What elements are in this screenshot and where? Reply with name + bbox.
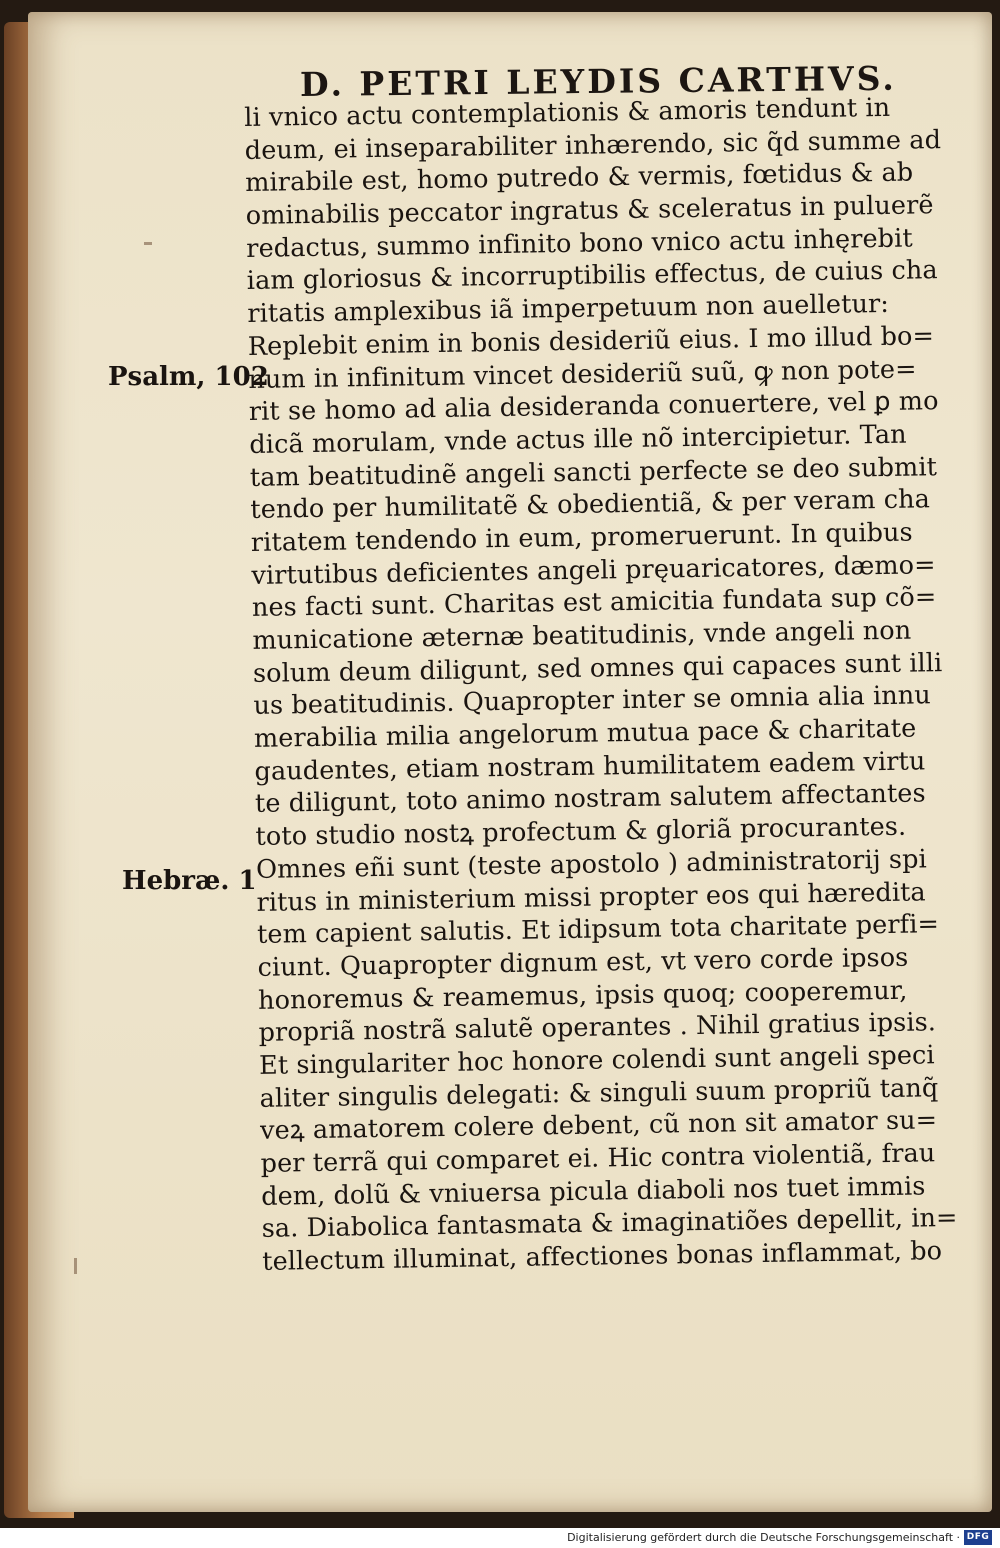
text-line: tellectum illuminat, affectiones bonas inflammat, bo bbox=[261, 1236, 943, 1277]
text-line: redactus, summo infinito bono vnico actu inhęrebit bbox=[246, 223, 913, 264]
text-line: ominabilis peccator ingratus & sceleratus in puluerẽ bbox=[245, 190, 934, 232]
text-line: municatione æternæ beatitudinis, vnde angeli non bbox=[252, 615, 912, 656]
text-line: sa. Diabolica fantasmata & imaginatiões depellit, in= bbox=[261, 1203, 958, 1245]
text-line: deum, ei inseparabiliter inhærendo, sic q̃d summe ad bbox=[244, 124, 942, 166]
text-line: Omnes eñi sunt (teste apostolo ) administratorij spi bbox=[255, 844, 928, 885]
marginal-note-psalm: Psalm, 102 bbox=[108, 362, 269, 392]
text-line: merabilia milia angelorum mutua pace & charitate bbox=[253, 713, 917, 754]
text-line: solum deum diligunt, sed omnes qui capaces sunt illi bbox=[252, 647, 943, 689]
text-line: dem, dolũ & vniuersa picula diaboli nos tuet immis bbox=[260, 1171, 926, 1212]
margin-mark bbox=[74, 1258, 77, 1274]
running-head: D. PETRI LEYDIS CARTHVS. bbox=[299, 58, 897, 104]
text-line: num in infinitum vincet desideriũ suũ, ꝙ non pote= bbox=[248, 353, 917, 395]
text-line: tendo per humilitatẽ & obedientiã, & per veram cha bbox=[250, 484, 931, 526]
text-line: us beatitudinis. Quapropter inter se omnia alia innu bbox=[253, 680, 932, 722]
text-line: aliter singulis delegati: & singuli suum propriũ tanq̃ bbox=[259, 1072, 939, 1114]
dfg-logo: DFG bbox=[964, 1530, 992, 1545]
text-line: ritatem tendendo in eum, promeruerunt. In quibus bbox=[250, 517, 913, 558]
text-line: propriã nostrã salutẽ operantes . Nihil gratius ipsis. bbox=[258, 1007, 937, 1049]
text-line: ritatis amplexibus iã imperpetuum non auelletur: bbox=[247, 289, 890, 330]
text-line: mirabile est, homo putredo & vermis, fœtidus & ab bbox=[245, 157, 914, 199]
text-line: tam beatitudinẽ angeli sancti perfecte se deo submit bbox=[249, 451, 938, 493]
text-line: veꝝ amatorem colere debent, cũ non sit amator su= bbox=[259, 1105, 938, 1147]
text-line: honoremus & reamemus, ipsis quoq; cooperemur, bbox=[257, 975, 908, 1016]
text-line: per terrã qui comparet ei. Hic contra violentiã, frau bbox=[260, 1138, 936, 1179]
text-line: virtutibus deficientes angeli pręuaricatores, dæmo= bbox=[251, 549, 936, 591]
text-line: Et singulariter hoc honore colendi sunt angeli speci bbox=[258, 1040, 935, 1081]
text-line: te diligunt, toto animo nostram salutem affectantes bbox=[254, 778, 926, 820]
text-line: li vnico actu contemplationis & amoris tendunt in bbox=[244, 92, 891, 133]
text-line: Replebit enim in bonis desideriũ eius. I mo illud bo= bbox=[247, 321, 935, 362]
funding-credit: Digitalisierung gefördert durch die Deutsche Forschungsgemeinschaft · bbox=[567, 1531, 960, 1544]
text-line: iam gloriosus & incorruptibilis effectus, de cuius cha bbox=[246, 255, 938, 297]
text-line: tem capient salutis. Et idipsum tota charitate perfi= bbox=[256, 909, 940, 951]
footer-bar bbox=[0, 1528, 1000, 1548]
text-line: toto studio nostꝝ profectum & gloriã procurantes. bbox=[255, 811, 907, 853]
text-line: nes facti sunt. Charitas est amicitia fundata sup cõ= bbox=[251, 582, 937, 624]
marginal-note-hebrews: Hebræ. 1 bbox=[122, 866, 257, 896]
text-line: ciunt. Quapropter dignum est, vt vero corde ipsos bbox=[257, 942, 909, 983]
text-line: gaudentes, etiam nostram humilitatem eadem virtu bbox=[254, 746, 926, 787]
body-text bbox=[244, 91, 982, 1279]
text-line: rit se homo ad alia desideranda conuertere, vel ꝑ mo bbox=[248, 386, 939, 428]
text-line: ritus in ministerium missi propter eos qui hæredita bbox=[256, 876, 926, 918]
text-line: dicã morulam, vnde actus ille nõ intercipietur. Tan bbox=[249, 419, 907, 460]
margin-mark bbox=[144, 242, 152, 245]
